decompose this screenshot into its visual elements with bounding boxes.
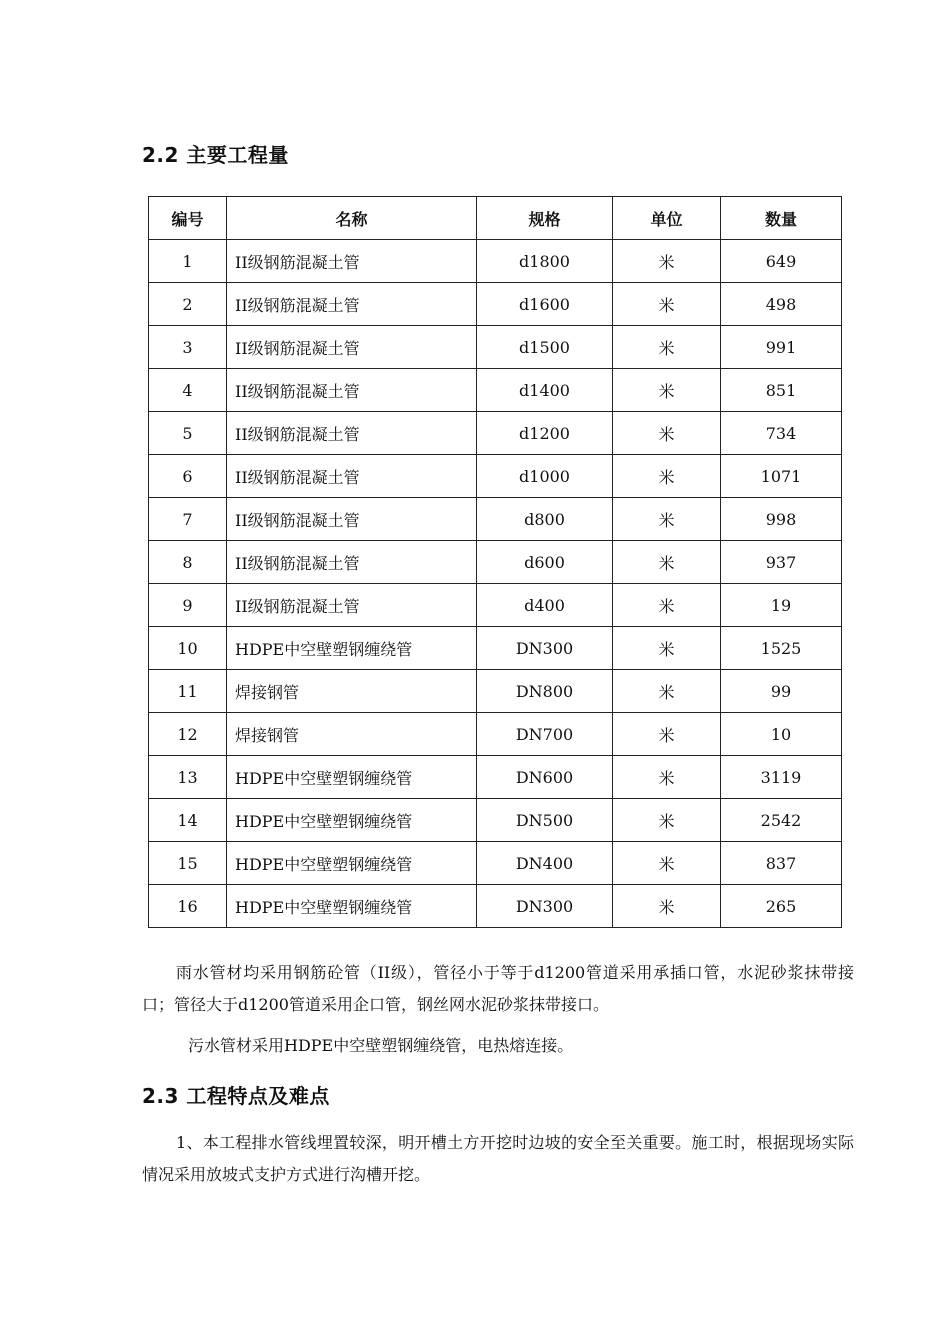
cell-quantity: 3119 xyxy=(721,756,842,799)
cell-unit: 米 xyxy=(613,627,721,670)
table-body xyxy=(149,240,842,928)
cell-name: II级钢筋混凝土管 xyxy=(227,240,477,283)
table-row xyxy=(149,842,842,885)
cell-quantity: 99 xyxy=(721,670,842,713)
quantity-table xyxy=(148,196,842,928)
section-heading-2-3: 2.3 工程特点及难点 xyxy=(142,1084,330,1108)
cell-spec: d1200 xyxy=(477,412,613,455)
table-row xyxy=(149,885,842,928)
cell-name: II级钢筋混凝土管 xyxy=(227,498,477,541)
cell-spec: d600 xyxy=(477,541,613,584)
cell-unit: 米 xyxy=(613,584,721,627)
cell-quantity: 998 xyxy=(721,498,842,541)
cell-name: II级钢筋混凝土管 xyxy=(227,455,477,498)
cell-spec: d1400 xyxy=(477,369,613,412)
cell-spec: DN300 xyxy=(477,885,613,928)
cell-unit: 米 xyxy=(613,799,721,842)
cell-number: 7 xyxy=(149,498,227,541)
cell-number: 13 xyxy=(149,756,227,799)
section-heading-2-2: 2.2 主要工程量 xyxy=(142,143,289,167)
cell-spec: d400 xyxy=(477,584,613,627)
cell-number: 9 xyxy=(149,584,227,627)
cell-quantity: 1525 xyxy=(721,627,842,670)
table-row xyxy=(149,369,842,412)
cell-quantity: 2542 xyxy=(721,799,842,842)
cell-quantity: 1071 xyxy=(721,455,842,498)
cell-unit: 米 xyxy=(613,670,721,713)
cell-name: II级钢筋混凝土管 xyxy=(227,283,477,326)
cell-number: 11 xyxy=(149,670,227,713)
sewage-pipe-paragraph: 污水管材采用HDPE中空壁塑钢缠绕管，电热熔连接。 xyxy=(188,1036,574,1055)
cell-spec: d1000 xyxy=(477,455,613,498)
cell-quantity: 19 xyxy=(721,584,842,627)
header-name: 名称 xyxy=(227,197,477,240)
cell-spec: d1600 xyxy=(477,283,613,326)
cell-unit: 米 xyxy=(613,885,721,928)
cell-name: HDPE中空壁塑钢缠绕管 xyxy=(227,627,477,670)
cell-spec: d800 xyxy=(477,498,613,541)
cell-spec: d1500 xyxy=(477,326,613,369)
cell-unit: 米 xyxy=(613,326,721,369)
cell-number: 2 xyxy=(149,283,227,326)
cell-number: 1 xyxy=(149,240,227,283)
cell-name: II级钢筋混凝土管 xyxy=(227,326,477,369)
cell-quantity: 498 xyxy=(721,283,842,326)
header-spec: 规格 xyxy=(477,197,613,240)
cell-spec: DN400 xyxy=(477,842,613,885)
cell-name: HDPE中空壁塑钢缠绕管 xyxy=(227,842,477,885)
table-row xyxy=(149,670,842,713)
cell-number: 12 xyxy=(149,713,227,756)
table-row xyxy=(149,541,842,584)
table-row xyxy=(149,627,842,670)
cell-spec: DN700 xyxy=(477,713,613,756)
cell-spec: DN300 xyxy=(477,627,613,670)
feature-point-1: 1、本工程排水管线埋置较深，明开槽土方开挖时边坡的安全至关重要。施工时，根据现场实际情况采用放坡式支护方式进行沟槽开挖。 xyxy=(142,1133,854,1184)
cell-number: 4 xyxy=(149,369,227,412)
cell-unit: 米 xyxy=(613,713,721,756)
cell-quantity: 10 xyxy=(721,713,842,756)
table-row xyxy=(149,412,842,455)
cell-number: 10 xyxy=(149,627,227,670)
cell-name: II级钢筋混凝土管 xyxy=(227,541,477,584)
cell-quantity: 937 xyxy=(721,541,842,584)
cell-quantity: 649 xyxy=(721,240,842,283)
cell-name: 焊接钢管 xyxy=(227,670,477,713)
cell-unit: 米 xyxy=(613,369,721,412)
table-header-row xyxy=(149,197,842,240)
cell-name: II级钢筋混凝土管 xyxy=(227,584,477,627)
table-row xyxy=(149,326,842,369)
header-quantity: 数量 xyxy=(721,197,842,240)
cell-unit: 米 xyxy=(613,412,721,455)
cell-name: II级钢筋混凝土管 xyxy=(227,369,477,412)
cell-name: HDPE中空壁塑钢缠绕管 xyxy=(227,885,477,928)
cell-quantity: 265 xyxy=(721,885,842,928)
cell-unit: 米 xyxy=(613,240,721,283)
cell-quantity: 991 xyxy=(721,326,842,369)
cell-quantity: 851 xyxy=(721,369,842,412)
cell-name: 焊接钢管 xyxy=(227,713,477,756)
cell-unit: 米 xyxy=(613,541,721,584)
cell-unit: 米 xyxy=(613,455,721,498)
rain-pipe-paragraph: 雨水管材均采用钢筋砼管（II级），管径小于等于d1200管道采用承插口管，水泥砂浆抹带接口；管径大于d1200管道采用企口管，钢丝网水泥砂浆抹带接口。 xyxy=(142,963,854,1014)
table-row xyxy=(149,584,842,627)
cell-unit: 米 xyxy=(613,842,721,885)
cell-unit: 米 xyxy=(613,498,721,541)
header-unit: 单位 xyxy=(613,197,721,240)
cell-number: 6 xyxy=(149,455,227,498)
cell-number: 14 xyxy=(149,799,227,842)
cell-spec: DN800 xyxy=(477,670,613,713)
cell-number: 3 xyxy=(149,326,227,369)
cell-quantity: 837 xyxy=(721,842,842,885)
table-row xyxy=(149,455,842,498)
cell-spec: DN500 xyxy=(477,799,613,842)
cell-unit: 米 xyxy=(613,756,721,799)
cell-name: HDPE中空壁塑钢缠绕管 xyxy=(227,799,477,842)
cell-number: 15 xyxy=(149,842,227,885)
table-row xyxy=(149,283,842,326)
table-row xyxy=(149,713,842,756)
cell-quantity: 734 xyxy=(721,412,842,455)
cell-unit: 米 xyxy=(613,283,721,326)
table-row xyxy=(149,498,842,541)
cell-number: 8 xyxy=(149,541,227,584)
cell-spec: d1800 xyxy=(477,240,613,283)
table-row xyxy=(149,756,842,799)
table-row xyxy=(149,240,842,283)
table-row xyxy=(149,799,842,842)
cell-name: HDPE中空壁塑钢缠绕管 xyxy=(227,756,477,799)
cell-spec: DN600 xyxy=(477,756,613,799)
cell-name: II级钢筋混凝土管 xyxy=(227,412,477,455)
header-number: 编号 xyxy=(149,197,227,240)
cell-number: 5 xyxy=(149,412,227,455)
cell-number: 16 xyxy=(149,885,227,928)
